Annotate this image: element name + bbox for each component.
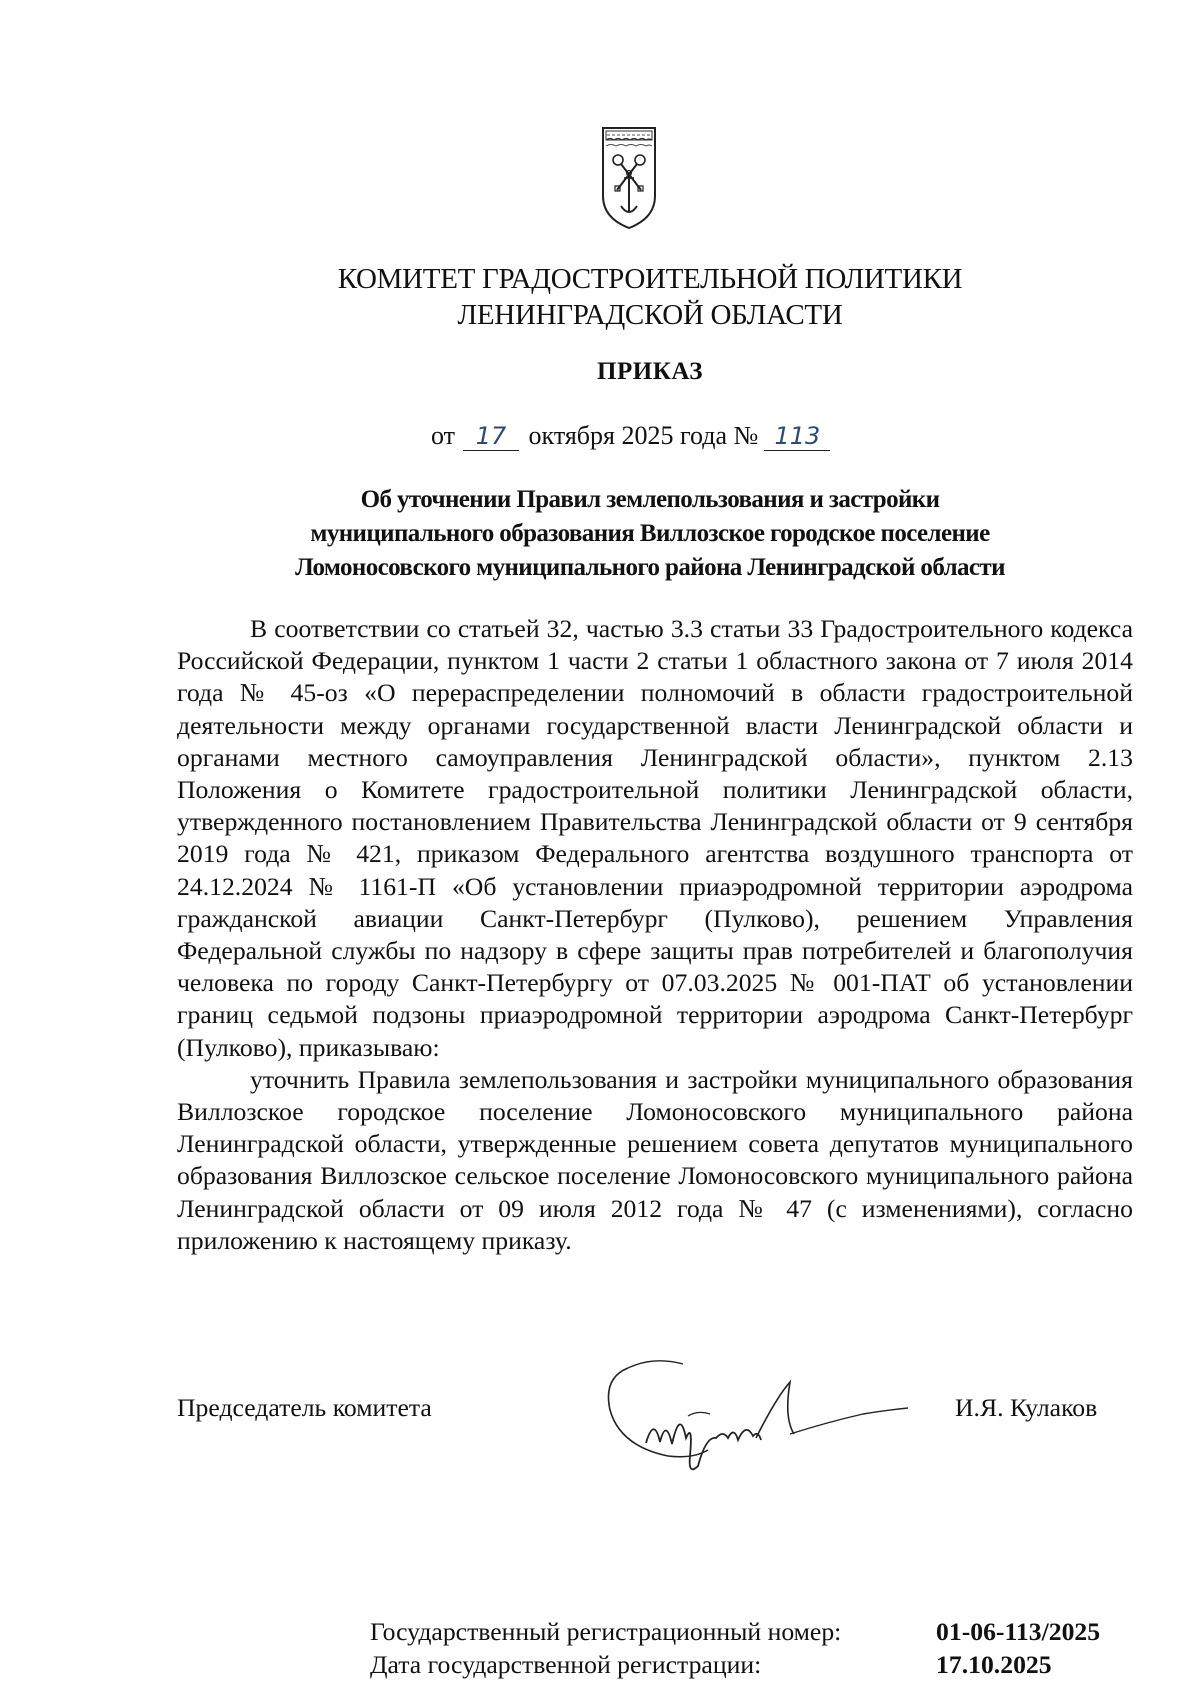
- document-body: [177, 613, 1133, 1257]
- title-line2: муниципального образования Виллозское городское поселение: [310, 520, 990, 547]
- registration-date-row: [370, 1648, 1100, 1681]
- registration-number-row: [370, 1615, 1100, 1648]
- document-title: [150, 483, 1150, 585]
- date-prefix: от: [431, 421, 456, 450]
- title-line1: Об уточнении Правил землепользования и застройки: [360, 486, 940, 513]
- registration-block: [370, 1615, 1100, 1681]
- signatory-title: Председатель комитета: [177, 1393, 432, 1422]
- organization-name-line1: КОМИТЕТ ГРАДОСТРОИТЕЛЬНОЙ ПОЛИТИКИ: [337, 263, 963, 295]
- registration-date-label: Дата государственной регистрации:: [370, 1650, 762, 1679]
- organization-name-line2: ЛЕНИНГРАДСКОЙ ОБЛАСТИ: [457, 299, 843, 331]
- document-type: ПРИКАЗ: [597, 358, 703, 385]
- signatory-name: И.Я. Кулаков: [955, 1393, 1098, 1422]
- handwritten-signature: [598, 1338, 928, 1488]
- registration-date-value: 17.10.2025: [936, 1650, 1052, 1679]
- registration-number-label: Государственный регистрационный номер:: [370, 1617, 842, 1646]
- coat-of-arms-icon: [601, 126, 657, 230]
- title-line3: Ломоносовского муниципального района Ленинградской области: [295, 554, 1005, 581]
- number-sign: №: [733, 421, 759, 450]
- handwritten-number: 113: [764, 422, 830, 451]
- body-paragraph-order: уточнить Правила землепользования и застройки муниципального образования Виллозское городское поселение Ломоносовского муниципального района Ленинградской области, утвержденные решением совета депутатов муниципального образования Виллозское сельское поселение Ломоносовского муниципального района Ленинградской области от 09 июля 2012 года № 47 (с изменениями), согласно приложению к настоящему приказу.: [177, 1064, 1133, 1255]
- handwritten-day: 17: [463, 422, 519, 451]
- document-date-line: [431, 419, 830, 453]
- registration-number-value: 01-06-113/2025: [936, 1617, 1101, 1646]
- date-month-year: октября 2025 года: [528, 421, 728, 450]
- body-paragraph-legal-basis: В соответствии со статьей 32, частью 3.3 статьи 33 Градостроительного кодекса Российской Федерации, пунктом 1 части 2 статьи 1 областного закона от 7 июля 2014 года № 45-оз «О перераспределении полномочий в области градостроительной деятельности между органами государственной власти Ленинградской области и органами местного самоуправления Ленинградской области», пунктом 2.13 Положения о Комитете градостроительной политики Ленинградской области, утвержденного постановлением Правительства Ленинградской области от 9 сентября 2019 года № 421, приказом Федерального агентства воздушного транспорта от 24.12.2024 № 1161-П «Об установлении приаэродромной территории аэродрома гражданской авиации Санкт-Петербург (Пулково), решением Управления Федеральной службы по надзору в сфере защиты прав потребителей и благополучия человека по городу Санкт-Петербургу от 07.03.2025 № 001-ПАТ об установлении границ седьмой подзоны приаэродромной территории аэродрома Санкт-Петербург (Пулково), приказываю:: [177, 614, 1133, 1062]
